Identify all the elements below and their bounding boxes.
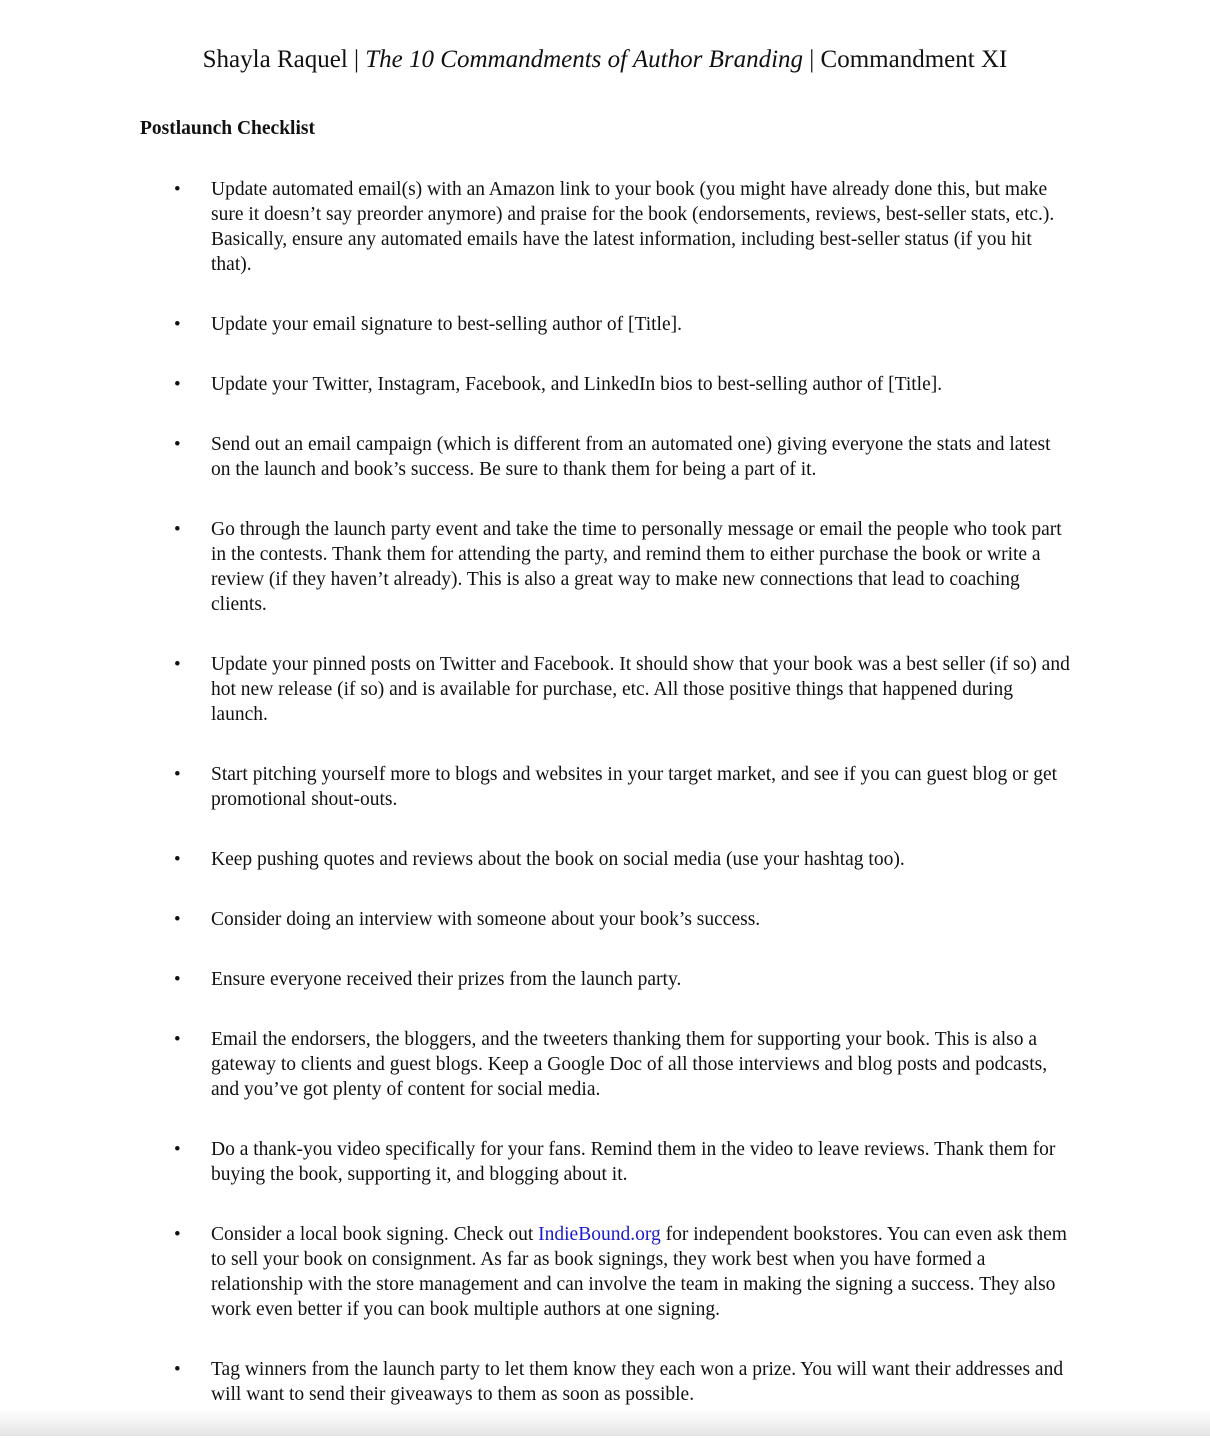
checklist-item-text: Email the endorsers, the bloggers, and the tweeters thanking them for supporting your book. This is also a gateway to clients and guest blogs. Keep a Google Doc of all those interviews and blog posts and podcasts, and you’ve got plenty of content for social media. xyxy=(211,1029,1048,1100)
checklist-item-text: Update your Twitter, Instagram, Facebook, and LinkedIn bios to best-selling author of [Title]. xyxy=(211,374,943,395)
bullet-icon: • xyxy=(174,764,181,785)
checklist-item xyxy=(0,652,1073,727)
checklist-item xyxy=(0,312,1073,337)
bullet-icon: • xyxy=(174,1029,181,1050)
checklist-item-text: Do a thank-you video specifically for your fans. Remind them in the video to leave reviews. Thank them for buying the book, supporting it, and blogging about it. xyxy=(211,1139,1056,1185)
checklist-item xyxy=(0,1222,1073,1322)
checklist-item xyxy=(0,372,1073,397)
page-header xyxy=(0,42,1210,78)
checklist-item xyxy=(0,1357,1073,1407)
checklist-item-text: Keep pushing quotes and reviews about the book on social media (use your hashtag too). xyxy=(211,849,905,870)
checklist-item xyxy=(0,967,1073,992)
bullet-icon: • xyxy=(174,1224,181,1245)
checklist-item-text: Go through the launch party event and take the time to personally message or email the people who took part in the contests. Thank them for attending the party, and remind them to either purchase the book or write a review (if they haven’t already). This is also a great way to make new connections that lead to coaching clients. xyxy=(211,519,1062,615)
checklist-item xyxy=(0,907,1073,932)
indiebound-link[interactable]: IndieBound.org xyxy=(538,1224,661,1245)
bullet-icon: • xyxy=(174,519,181,540)
checklist-item xyxy=(0,1137,1073,1187)
bullet-icon: • xyxy=(174,434,181,455)
bullet-icon: • xyxy=(174,314,181,335)
bullet-icon: • xyxy=(174,374,181,395)
header-separator: | xyxy=(347,46,366,73)
checklist-item xyxy=(0,847,1073,872)
checklist-item xyxy=(0,432,1073,482)
bullet-icon: • xyxy=(174,654,181,675)
checklist-item-text: Update your email signature to best-selling author of [Title]. xyxy=(211,314,682,335)
checklist-item-text: Consider a local book signing. Check out xyxy=(211,1224,539,1245)
checklist-item xyxy=(0,177,1073,277)
checklist-item-text: Update your pinned posts on Twitter and Facebook. It should show that your book was a best seller (if so) and hot new release (if so) and is available for purchase, etc. All those positive things that happened during launch. xyxy=(211,654,1070,725)
header-separator: | xyxy=(803,46,821,73)
bullet-icon: • xyxy=(174,909,181,930)
bullet-icon: • xyxy=(174,969,181,990)
header-book-title: The 10 Commandments of Author Branding xyxy=(365,46,804,73)
checklist-item-text: Tag winners from the launch party to let them know they each won a prize. You will want their addresses and will want to send their giveaways to them as soon as possible. xyxy=(211,1359,1064,1405)
bullet-icon: • xyxy=(174,1359,181,1380)
checklist-item-text: Ensure everyone received their prizes from the launch party. xyxy=(211,969,682,990)
checklist-item-text: Start pitching yourself more to blogs and websites in your target market, and see if you can guest blog or get promotional shout-outs. xyxy=(211,764,1058,810)
checklist-item xyxy=(0,762,1073,812)
checklist-item-text: Update automated email(s) with an Amazon link to your book (you might have already done this, but make sure it doesn’t say preorder anymore) and praise for the book (endorsements, reviews, best-seller stats, etc.). Basically, ensure any automated emails have the latest information, including best-seller status (if you hit that). xyxy=(211,179,1055,275)
checklist-item-text: Consider doing an interview with someone about your book’s success. xyxy=(211,909,761,930)
bullet-icon: • xyxy=(174,849,181,870)
bullet-icon: • xyxy=(174,179,181,200)
bullet-icon: • xyxy=(174,1139,181,1160)
header-author: Shayla Raquel xyxy=(202,46,348,73)
postlaunch-checklist xyxy=(0,177,1210,1442)
page-bottom-shadow xyxy=(0,1410,1210,1436)
checklist-item-text: Send out an email campaign (which is different from an automated one) giving everyone the stats and latest on the launch and book’s success. Be sure to thank them for being a part of it. xyxy=(211,434,1051,480)
checklist-item xyxy=(0,1027,1073,1102)
checklist-item-text: for independent bookstores. You can even ask them to sell your book on consignment. As far as book signings, they work best when you have formed a relationship with the store management and can involve the team in making the signing a success. They also work even better if you can book multiple authors at one signing. xyxy=(211,1224,1067,1320)
checklist-item xyxy=(0,517,1073,617)
header-chapter: Commandment XI xyxy=(820,46,1008,73)
section-title: Postlaunch Checklist xyxy=(140,118,315,139)
